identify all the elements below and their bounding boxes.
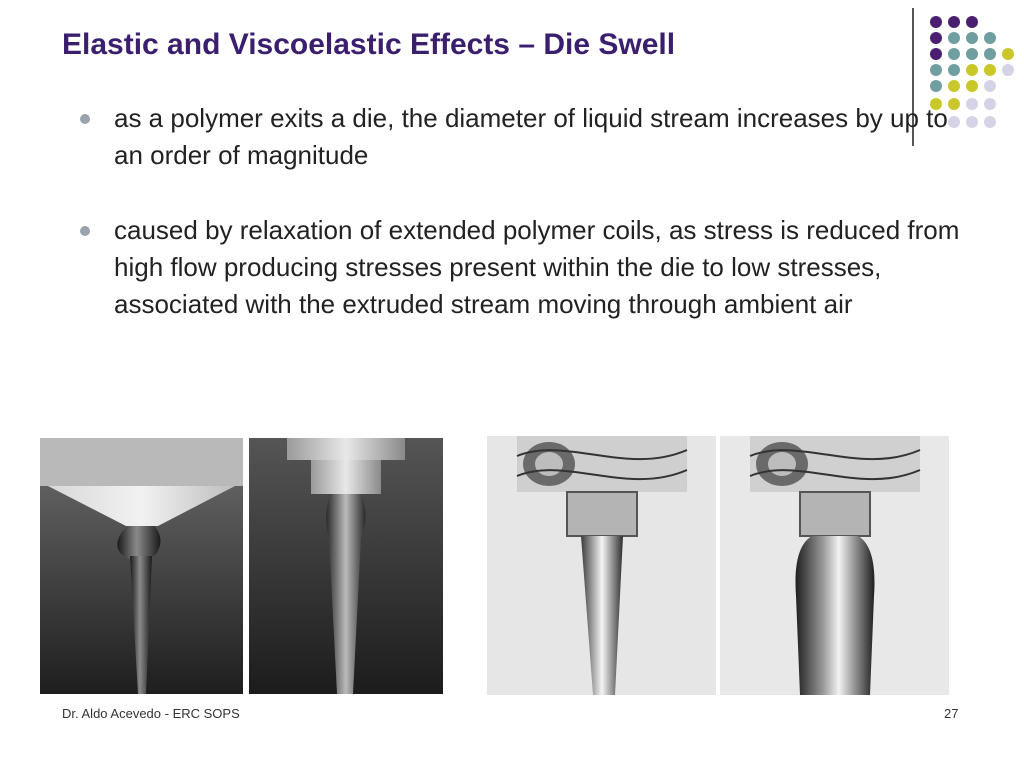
slide-title: Elastic and Viscoelastic Effects – Die Swell <box>62 28 676 61</box>
page-number: 27 <box>944 706 959 721</box>
die-swell-photo-nozzle-image <box>249 438 443 694</box>
decor-dot <box>930 16 942 28</box>
decor-dot <box>966 48 978 60</box>
decor-dot <box>930 48 942 60</box>
bullet-item <box>78 212 994 323</box>
decor-dot <box>948 64 960 76</box>
decor-dot <box>930 32 942 44</box>
decor-dot <box>1002 48 1014 60</box>
decor-dot <box>966 16 978 28</box>
decor-dot <box>966 32 978 44</box>
bullet-marker <box>80 114 90 124</box>
decor-dot <box>984 80 996 92</box>
decor-dot <box>948 48 960 60</box>
die-swell-photo-swollen-stream-image <box>720 436 949 695</box>
decor-dot <box>930 64 942 76</box>
die-swell-photo-nozzle <box>249 438 443 694</box>
decor-dot <box>948 32 960 44</box>
decor-dot <box>984 116 996 128</box>
decor-dot <box>966 80 978 92</box>
decor-dot <box>948 80 960 92</box>
footer-author: Dr. Aldo Acevedo - ERC SOPS <box>62 706 240 721</box>
die-swell-photo-cone-image <box>40 438 243 694</box>
bullet-text: caused by relaxation of extended polymer coils, as stress is reduced from high flow producing stresses present within the die to low stresses, associated with the extruded stream moving through ambient air <box>114 215 960 319</box>
decor-dot <box>984 48 996 60</box>
decor-dot <box>984 64 996 76</box>
decor-dot <box>930 80 942 92</box>
decor-dot <box>966 64 978 76</box>
bullet-list <box>78 100 978 323</box>
bullet-marker <box>80 226 90 236</box>
decor-dot <box>984 98 996 110</box>
decor-dot <box>948 16 960 28</box>
bullet-text: as a polymer exits a die, the diameter of liquid stream increases by up to an order of magnitude <box>114 103 948 170</box>
decor-dot <box>1002 64 1014 76</box>
die-swell-photo-narrow-stream <box>487 436 716 695</box>
decor-dot <box>984 32 996 44</box>
bullet-item <box>78 100 978 174</box>
die-swell-photo-cone <box>40 438 243 694</box>
die-swell-photo-swollen-stream <box>720 436 949 695</box>
die-swell-photo-narrow-stream-image <box>487 436 716 695</box>
